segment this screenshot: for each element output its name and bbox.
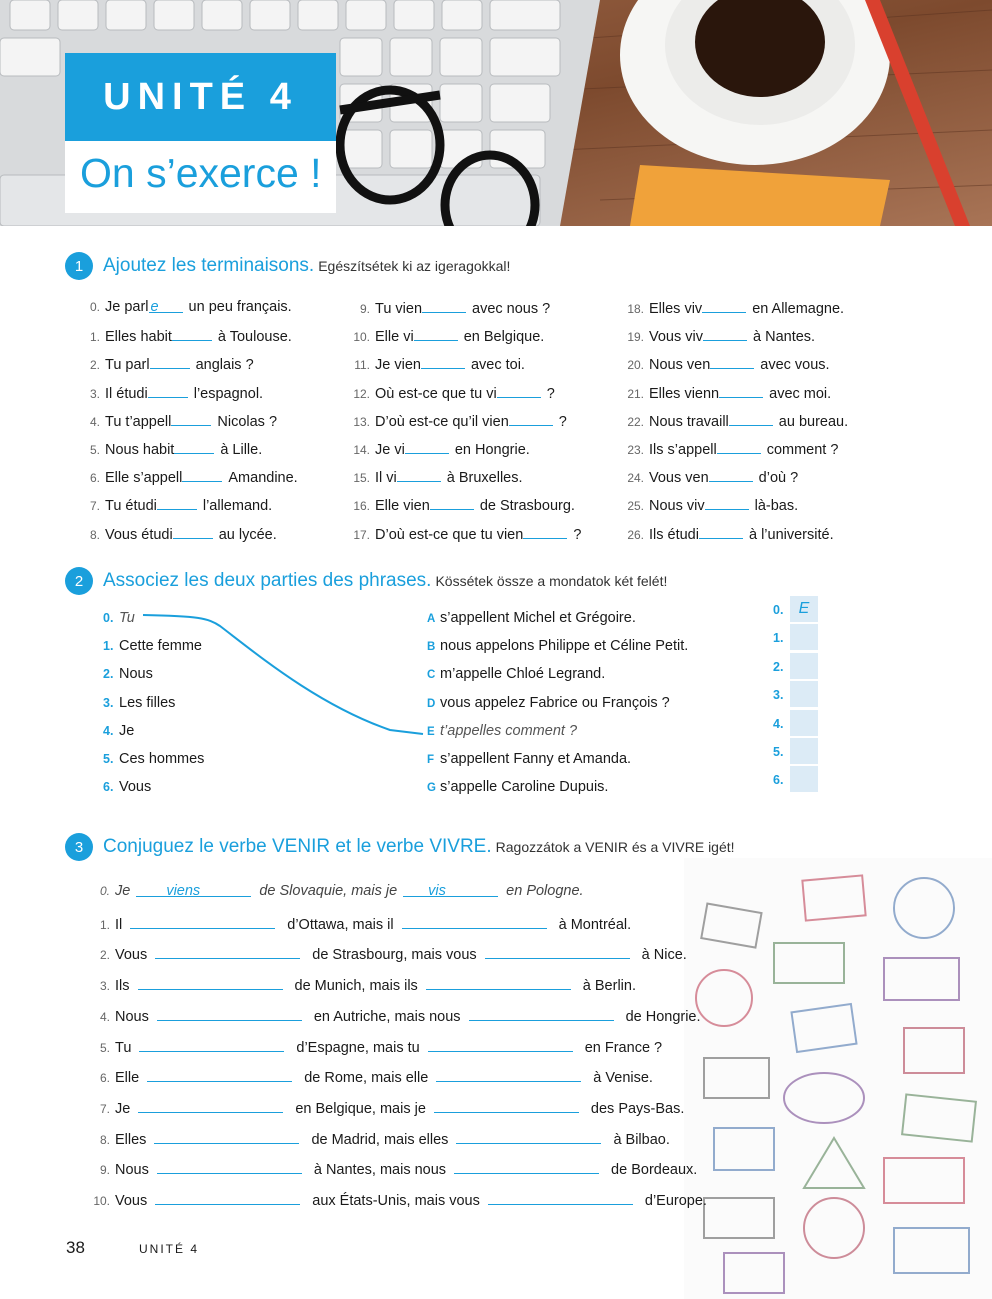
answer-blank[interactable] <box>136 882 251 897</box>
item-stem: Ils s’appell <box>649 442 717 458</box>
match-right-text: s’appelle Caroline Dupuis. <box>440 779 609 796</box>
answer-blank[interactable] <box>469 1006 614 1021</box>
answer-blank[interactable] <box>729 411 773 426</box>
item-end: un peu français. <box>188 299 292 315</box>
middle-text: de Slovaquie, mais je <box>259 883 398 899</box>
exercise-item <box>88 298 292 316</box>
end-text: de Bordeaux. <box>611 1162 698 1179</box>
answer-blank[interactable] <box>699 524 743 539</box>
middle-text: de Rome, mais elle <box>304 1070 429 1087</box>
item-number: 4. <box>99 1009 110 1024</box>
unit-label: UNITÉ 4 <box>65 53 336 141</box>
item-number: 9. <box>99 1163 110 1178</box>
item-end: à Toulouse. <box>217 329 292 346</box>
grid-label: 0. <box>773 603 784 617</box>
match-right-text: vous appelez Fabrice ou François ? <box>440 694 670 711</box>
exercise-item <box>348 326 544 346</box>
item-end: anglais ? <box>195 357 254 374</box>
section-1-subtitle: Egészítsétek ki az igeragokkal! <box>318 258 511 274</box>
item-number: 13. <box>353 414 370 429</box>
exercise-item <box>348 467 523 487</box>
conjugation-row <box>88 975 636 995</box>
grid-answer-cell[interactable] <box>790 710 818 736</box>
section-2-number: 2 <box>65 567 93 595</box>
item-number: 20. <box>627 358 644 373</box>
answer-blank[interactable] <box>174 439 214 454</box>
conjugation-row <box>88 1006 701 1026</box>
section-1-title-text: Ajoutez les terminaisons. <box>103 255 315 276</box>
item-end: à l’université. <box>748 526 834 543</box>
footer-unit: UNITÉ 4 <box>139 1242 200 1256</box>
item-stem: Je vi <box>375 442 405 458</box>
item-number: 11. <box>354 358 370 373</box>
match-left-number: 3. <box>103 695 114 710</box>
item-number: 21. <box>627 386 644 401</box>
match-left-number: 6. <box>103 780 114 795</box>
item-end: à Bruxelles. <box>446 470 523 487</box>
item-stem: Elles vienn <box>649 385 720 402</box>
item-stem: Nous travaill <box>649 413 729 430</box>
end-text: à Bilbao. <box>613 1131 670 1148</box>
item-stem: Tu parl <box>105 357 150 374</box>
end-text: en France ? <box>584 1039 663 1056</box>
item-stem: Où est-ce que tu vi <box>375 385 497 402</box>
item-number: 2. <box>89 358 100 373</box>
end-text: en Pologne. <box>506 883 584 899</box>
subject: Je <box>115 883 131 899</box>
answer-blank[interactable] <box>456 1129 601 1144</box>
subject: Vous <box>115 1193 148 1209</box>
match-left-text: Nous <box>119 666 153 683</box>
item-number: 8. <box>89 527 100 542</box>
match-left-item <box>103 778 151 796</box>
end-text: à Venise. <box>593 1070 653 1087</box>
exercise-item <box>88 354 254 374</box>
match-left-item <box>103 722 134 740</box>
answer-blank[interactable] <box>421 354 465 369</box>
answer-blank[interactable] <box>157 1006 302 1021</box>
conjugation-row <box>88 1067 653 1087</box>
item-number: 15. <box>353 471 370 486</box>
match-left-item <box>103 750 204 768</box>
subject: Tu <box>115 1039 132 1056</box>
middle-text: aux États-Unis, mais vous <box>312 1193 480 1209</box>
item-number: 25. <box>627 499 644 514</box>
section-2-title-text: Associez les deux parties des phrases. <box>103 570 432 591</box>
conjugation-row <box>88 914 631 934</box>
subject: Il <box>115 916 123 933</box>
item-number: 8. <box>99 1132 110 1147</box>
match-right-text: s’appellent Fanny et Amanda. <box>440 751 632 767</box>
item-number: 9. <box>359 302 370 316</box>
item-number: 0. <box>99 884 110 898</box>
item-stem: Nous ven <box>649 357 711 374</box>
exercise-item <box>348 495 575 515</box>
match-left-text: Vous <box>119 779 152 796</box>
grid-label: 5. <box>773 745 784 759</box>
exercise-item <box>88 411 277 431</box>
answer-value: vis <box>428 883 446 899</box>
item-end: de Strasbourg. <box>479 498 575 515</box>
end-text: d’Europe. <box>644 1193 707 1209</box>
item-stem: Vous étudi <box>105 526 173 543</box>
item-stem: Je vien <box>375 357 421 374</box>
item-number: 26. <box>627 527 644 542</box>
match-left-number: 2. <box>103 667 114 682</box>
middle-text: en Belgique, mais je <box>295 1100 426 1117</box>
item-number: 7. <box>89 499 100 514</box>
answer-blank[interactable] <box>403 882 498 897</box>
section-3-title-text: Conjuguez le verbe VENIR et le verbe VIVRE. <box>103 836 492 857</box>
passport-stamps-image <box>684 858 992 1299</box>
answer-blank[interactable] <box>405 439 449 454</box>
exercise-item <box>88 524 277 544</box>
match-left-text: Je <box>119 722 135 739</box>
answer-blank[interactable] <box>705 495 749 510</box>
match-left-text: Cette femme <box>119 638 202 655</box>
item-stem: Il vi <box>375 470 397 487</box>
match-right-item <box>427 637 688 656</box>
item-end: en Hongrie. <box>454 442 530 458</box>
conjugation-row <box>88 1190 707 1210</box>
item-stem: Je parl <box>105 299 149 315</box>
match-right-item <box>427 665 605 684</box>
grid-answer-value: E <box>798 600 810 617</box>
subject: Je <box>115 1100 131 1117</box>
item-stem: Vous viv <box>649 329 703 346</box>
item-number: 14. <box>353 443 370 457</box>
answer-blank[interactable] <box>703 326 747 341</box>
match-right-letter: F <box>427 754 435 766</box>
subject: Ils <box>115 978 130 995</box>
exercise-item <box>348 524 581 544</box>
item-number: 23. <box>627 443 644 457</box>
answer-blank[interactable] <box>709 467 753 482</box>
match-right-letter: G <box>427 782 436 795</box>
match-left-number: 1. <box>103 639 114 654</box>
item-stem: D’où est-ce que tu vien <box>375 526 524 543</box>
end-text: à Montréal. <box>558 916 632 933</box>
middle-text: en Autriche, mais nous <box>313 1008 461 1025</box>
item-end: là-bas. <box>754 498 799 515</box>
answer-value: e <box>150 299 159 315</box>
item-number: 24. <box>627 471 644 486</box>
page-number: 38 <box>66 1238 85 1257</box>
end-text: de Hongrie. <box>625 1008 701 1025</box>
item-number: 6. <box>99 1071 110 1086</box>
answer-blank[interactable] <box>430 495 474 510</box>
item-number: 7. <box>99 1101 110 1116</box>
item-number: 16. <box>353 499 370 514</box>
item-stem: Elles viv <box>649 301 703 317</box>
section-3-subtitle: Ragozzátok a VENIR és a VIVRE igét! <box>495 839 735 855</box>
answer-blank[interactable] <box>130 914 275 929</box>
item-stem: Elle vien <box>375 498 430 515</box>
item-end: ? <box>558 413 567 430</box>
item-end: au lycée. <box>218 526 277 543</box>
answer-blank[interactable] <box>719 383 763 398</box>
answer-blank[interactable] <box>154 1129 299 1144</box>
item-number: 5. <box>99 1040 110 1055</box>
answer-blank[interactable] <box>173 524 213 539</box>
conjugation-row <box>88 1129 670 1149</box>
answer-blank[interactable] <box>148 383 188 398</box>
item-number: 0. <box>89 300 100 314</box>
answer-blank[interactable] <box>414 326 458 341</box>
match-right-letter: B <box>427 641 436 654</box>
grid-label: 3. <box>773 688 784 703</box>
item-number: 1. <box>99 917 110 932</box>
item-number: 17. <box>353 527 370 542</box>
match-left-text: Les filles <box>119 694 176 711</box>
item-number: 10. <box>353 330 370 345</box>
answer-blank[interactable] <box>138 975 283 990</box>
item-stem: Vous ven <box>649 470 709 487</box>
end-text: des Pays-Bas. <box>590 1100 685 1117</box>
grid-answer-cell[interactable] <box>790 766 818 792</box>
item-end: l’allemand. <box>202 498 273 515</box>
item-number: 19. <box>627 330 644 345</box>
grid-answer-cell[interactable] <box>790 596 818 622</box>
conjugation-row <box>88 1037 662 1057</box>
match-left-text: Tu <box>119 610 135 626</box>
answer-blank[interactable] <box>397 467 441 482</box>
item-end: à Lille. <box>220 442 263 458</box>
item-number: 18. <box>627 302 644 316</box>
item-end: en Allemagne. <box>752 301 845 317</box>
answer-blank[interactable] <box>155 944 300 959</box>
item-stem: D’où est-ce qu’il vien <box>375 413 509 430</box>
exercise-item <box>622 298 844 318</box>
item-number: 2. <box>99 948 110 963</box>
section-3-number: 3 <box>65 833 93 861</box>
item-number: 12. <box>353 386 370 401</box>
exercise-item <box>622 326 815 346</box>
exercise-item <box>622 524 834 544</box>
exercise-item <box>622 354 830 374</box>
exercise-item <box>88 383 263 403</box>
subject: Elles <box>115 1131 147 1148</box>
item-number: 10. <box>93 1194 110 1208</box>
exercise-item <box>622 383 831 403</box>
section-1-number: 1 <box>65 252 93 280</box>
exercise-item <box>348 383 555 403</box>
section-2-title <box>103 570 667 592</box>
match-left-number: 4. <box>103 723 114 738</box>
exercise-item <box>348 411 567 431</box>
exercise-item <box>622 411 848 431</box>
item-number: 3. <box>89 386 100 401</box>
item-stem: Elles habit <box>105 329 172 346</box>
answer-blank[interactable] <box>138 1098 283 1113</box>
conjugation-row <box>88 1098 684 1118</box>
item-stem: Nous viv <box>649 498 705 515</box>
item-number: 5. <box>89 443 100 457</box>
match-right-letter: A <box>427 613 436 625</box>
match-right-text: m’appelle Chloé Legrand. <box>440 666 606 683</box>
match-right-text: nous appelons Philippe et Céline Petit. <box>440 638 689 655</box>
grid-label: 2. <box>773 659 784 674</box>
exercise-item <box>622 439 838 459</box>
middle-text: de Strasbourg, mais vous <box>312 947 477 964</box>
answer-blank[interactable] <box>422 298 466 313</box>
item-end: avec vous. <box>760 357 830 374</box>
middle-text: d’Espagne, mais tu <box>296 1039 420 1056</box>
item-end: ? <box>573 526 582 543</box>
item-number: 1. <box>89 330 100 345</box>
exercise-item <box>622 495 798 515</box>
exercise-item <box>348 354 525 374</box>
exercise-item <box>88 439 262 459</box>
match-right-letter: C <box>427 669 436 682</box>
item-end: comment ? <box>766 442 839 458</box>
answer-blank[interactable] <box>436 1067 581 1082</box>
match-right-text: s’appellent Michel et Grégoire. <box>440 610 636 626</box>
item-number: 4. <box>89 414 100 429</box>
exercise-item <box>348 298 550 318</box>
answer-blank[interactable] <box>454 1159 599 1174</box>
answer-blank[interactable] <box>147 1067 292 1082</box>
answer-blank[interactable] <box>717 439 761 454</box>
item-end: Amandine. <box>228 470 298 487</box>
section-1-title <box>103 255 510 277</box>
item-stem: Tu t’appell <box>105 413 172 430</box>
item-stem: Ils étudi <box>649 526 699 543</box>
item-end: Nicolas ? <box>217 413 278 430</box>
match-left-item <box>103 609 135 627</box>
item-end: avec toi. <box>470 357 525 374</box>
section-2-subtitle: Kössétek össze a mondatok két felét! <box>435 573 668 589</box>
answer-value: viens <box>166 883 201 899</box>
answer-blank[interactable] <box>171 411 211 426</box>
item-number: 3. <box>99 979 110 994</box>
conjugation-row <box>88 1159 697 1179</box>
match-left-number: 0. <box>103 611 114 625</box>
match-right-letter: E <box>427 725 435 738</box>
subject: Elle <box>115 1070 140 1087</box>
middle-text: à Nantes, mais nous <box>313 1162 447 1179</box>
answer-blank[interactable] <box>172 326 212 341</box>
answer-blank[interactable] <box>157 495 197 510</box>
page-title: On s’exerce ! <box>80 150 322 196</box>
subject: Vous <box>115 947 148 964</box>
item-stem: Elle vi <box>375 329 414 346</box>
subject: Nous <box>115 1162 149 1179</box>
exercise-item <box>88 495 272 515</box>
match-right-text: t’appelles comment ? <box>440 722 578 739</box>
middle-text: d’Ottawa, mais il <box>287 916 394 933</box>
middle-text: de Madrid, mais elles <box>311 1131 449 1148</box>
grid-answer-cell[interactable] <box>790 738 818 764</box>
answer-blank[interactable] <box>509 411 553 426</box>
answer-blank[interactable] <box>157 1159 302 1174</box>
answer-blank[interactable] <box>426 975 571 990</box>
item-number: 22. <box>627 414 644 429</box>
item-stem: Tu vien <box>375 301 423 317</box>
answer-blank[interactable] <box>155 1190 300 1205</box>
item-end: ? <box>546 385 555 402</box>
end-text: à Nice. <box>641 947 687 964</box>
item-end: avec moi. <box>769 385 832 402</box>
exercise-item <box>348 439 530 459</box>
grid-answer-cell[interactable] <box>790 681 818 707</box>
item-stem: Elle s’appell <box>105 470 183 487</box>
item-stem: Il étudi <box>105 385 148 402</box>
match-right-item <box>427 694 670 713</box>
exercise-item <box>88 326 292 346</box>
answer-blank[interactable] <box>710 354 754 369</box>
answer-blank[interactable] <box>497 383 541 398</box>
grid-answer-cell[interactable] <box>790 624 818 650</box>
match-right-letter: D <box>427 697 436 710</box>
exercise-item <box>88 467 298 487</box>
item-end: au bureau. <box>778 413 849 430</box>
subject: Nous <box>115 1008 149 1025</box>
section-3-title <box>103 836 735 858</box>
answer-blank[interactable] <box>139 1037 284 1052</box>
answer-blank[interactable] <box>149 298 183 313</box>
answer-blank[interactable] <box>428 1037 573 1052</box>
answer-blank[interactable] <box>485 944 630 959</box>
answer-blank[interactable] <box>488 1190 633 1205</box>
answer-blank[interactable] <box>434 1098 579 1113</box>
conjugation-row <box>88 944 687 964</box>
match-right-item <box>427 750 631 769</box>
item-end: d’où ? <box>758 470 799 487</box>
answer-blank[interactable] <box>523 524 567 539</box>
item-end: en Belgique. <box>463 329 545 346</box>
match-right-item <box>427 778 608 797</box>
answer-blank[interactable] <box>150 354 190 369</box>
item-end: à Nantes. <box>753 329 816 346</box>
answer-blank[interactable] <box>702 298 746 313</box>
grid-label: 1. <box>773 631 784 646</box>
example-row <box>88 882 584 900</box>
item-end: l’espagnol. <box>193 385 264 402</box>
middle-text: de Munich, mais ils <box>294 978 418 995</box>
grid-label: 4. <box>773 716 784 731</box>
match-right-item <box>427 609 636 628</box>
item-number: 6. <box>89 471 100 486</box>
exercise-item <box>622 467 798 487</box>
answer-blank[interactable] <box>402 914 547 929</box>
answer-blank[interactable] <box>182 467 222 482</box>
match-line <box>138 610 438 740</box>
item-stem: Nous habit <box>105 442 175 458</box>
match-left-text: Ces hommes <box>119 751 205 767</box>
grid-answer-cell[interactable] <box>790 653 818 679</box>
end-text: à Berlin. <box>582 978 636 995</box>
match-right-item <box>427 722 577 741</box>
grid-label: 6. <box>773 773 784 788</box>
match-left-number: 5. <box>103 752 114 766</box>
item-stem: Tu étudi <box>105 498 157 515</box>
item-end: avec nous ? <box>472 301 551 317</box>
